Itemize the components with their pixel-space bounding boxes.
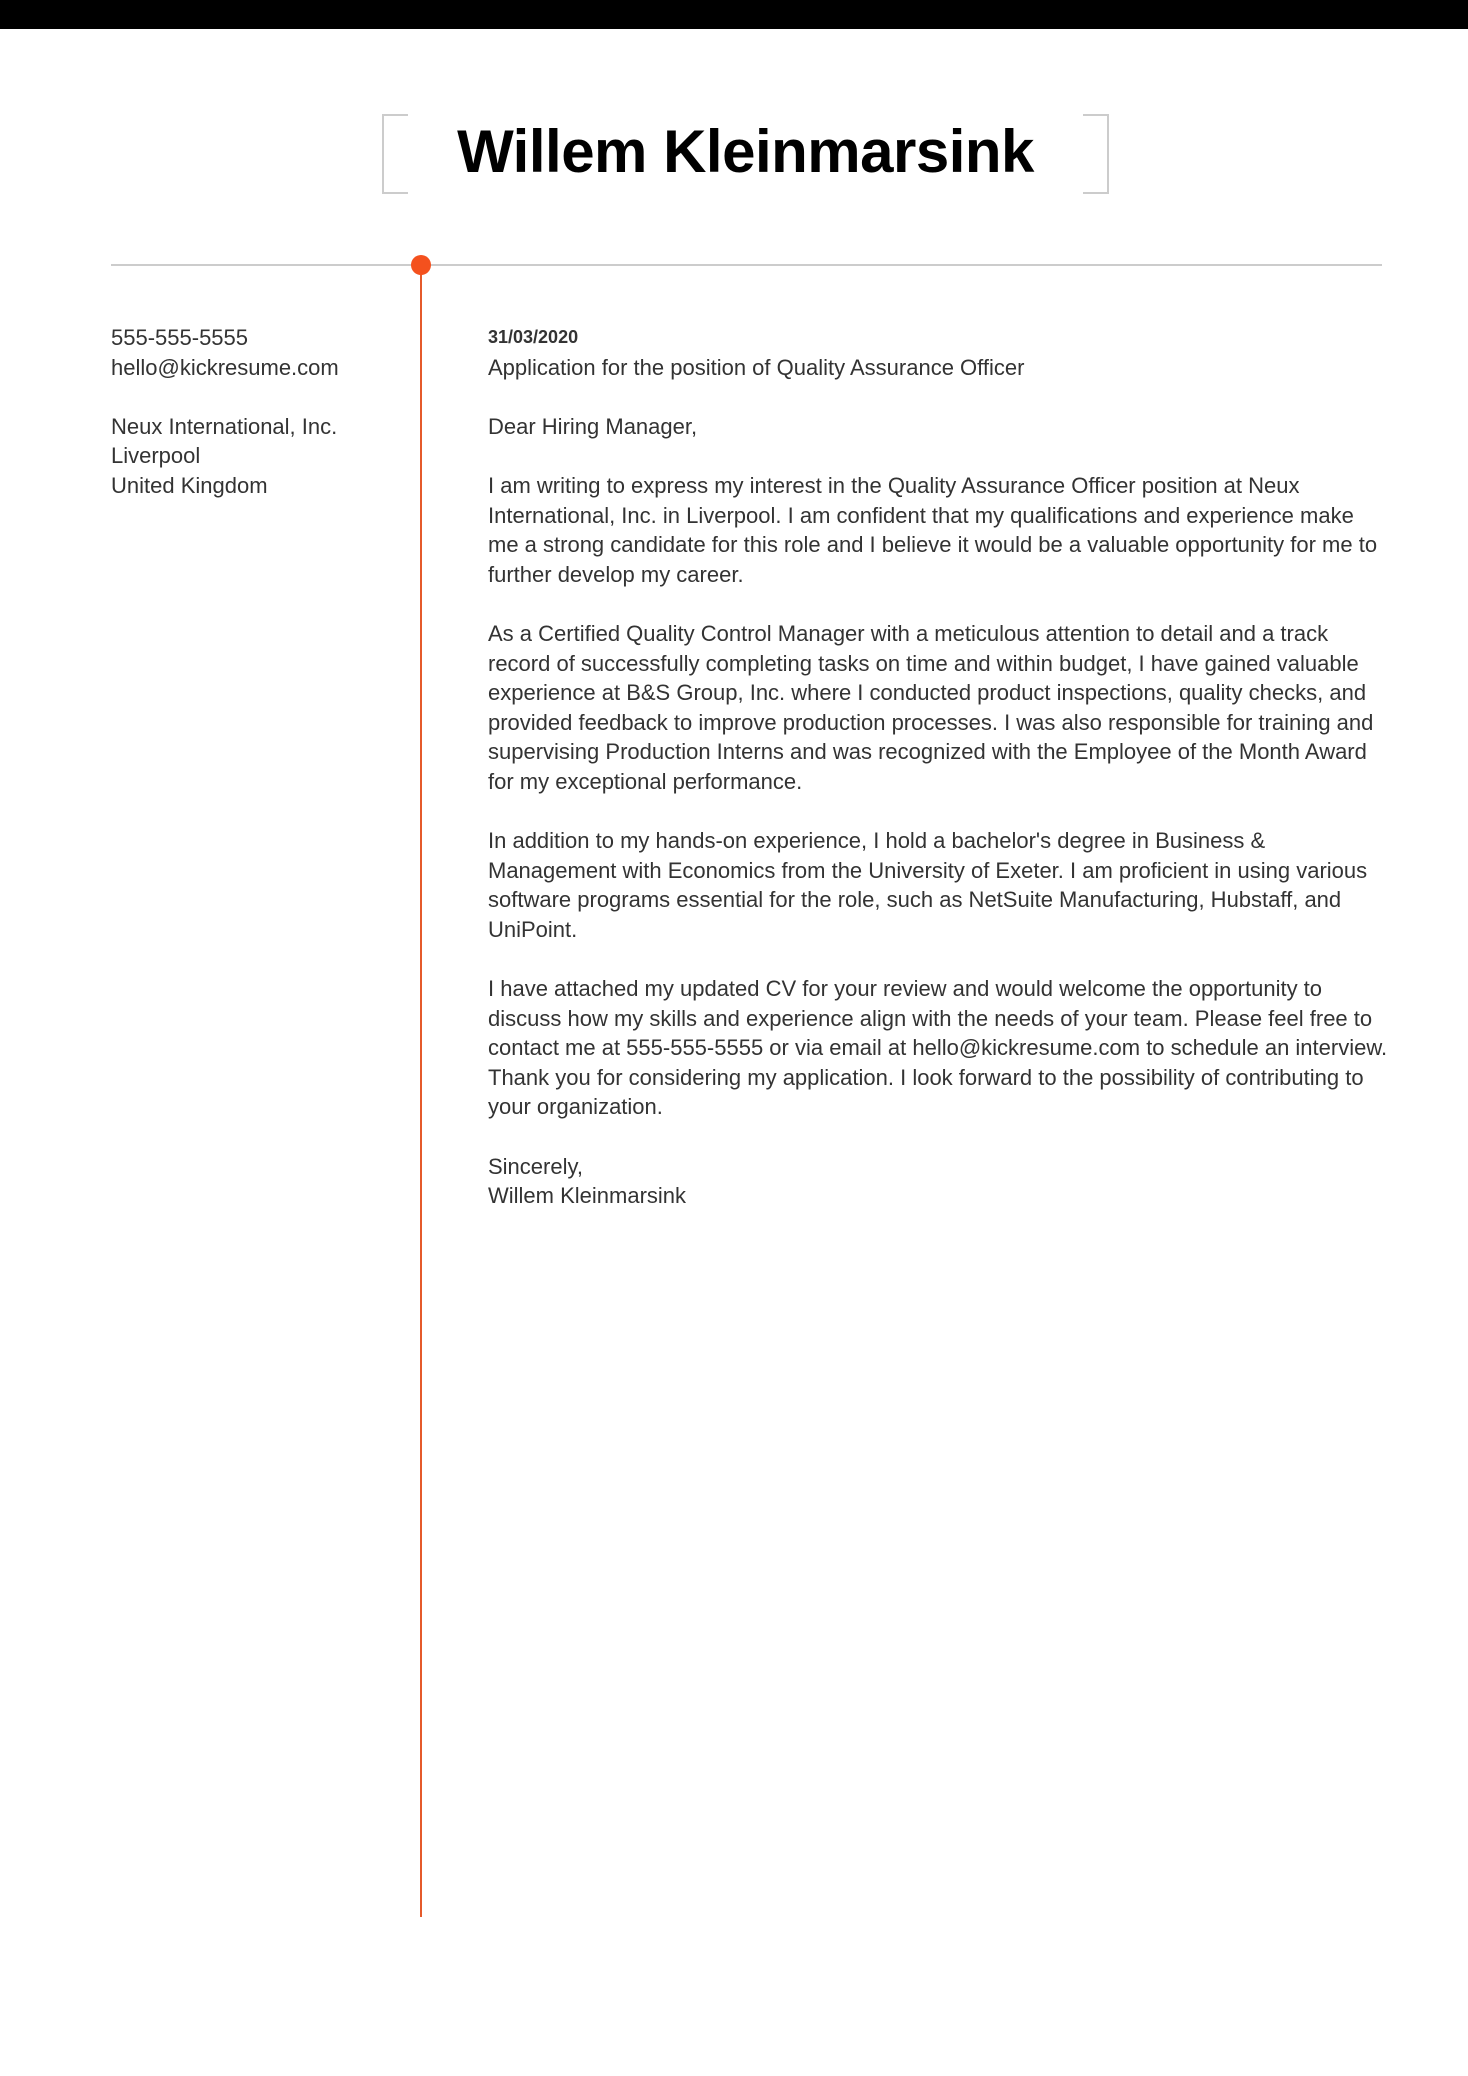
recipient-company: Neux International, Inc.	[111, 413, 338, 439]
letter-subject: Application for the position of Quality Assurance Officer	[488, 354, 1025, 380]
letter-paragraph: I am writing to express my interest in the Quality Assurance Officer position at Neux International, Inc. in Liverpool. I am confident that my qualifications and experience make me a strong candidate for this role and I believe it would be a valuable opportunity for me to further develop my career.	[488, 472, 1378, 587]
letter-signature: Willem Kleinmarsink	[488, 1183, 687, 1209]
recipient-city: Liverpool	[111, 443, 201, 469]
applicant-name-title: Willem Kleinmarsink	[457, 118, 1034, 185]
letter-body	[488, 323, 1388, 1211]
letter-paragraph: As a Certified Quality Control Manager with a meticulous attention to detail and a track record of successfully completing tasks on time and within budget, I have gained valuable experience at B&S Group, Inc. where I conducted product inspections, quality checks, and provided feedback to improve production processes. I was also responsible for training and supervising Production Interns and was recognized with the Employee of the Month Award for my exceptional performance.	[488, 620, 1374, 794]
letter-salutation: Dear Hiring Manager,	[488, 413, 698, 439]
letter-paragraph: I have attached my updated CV for your review and would welcome the opportunity to discuss how my skills and experience align with the needs of your team. Please feel free to contact me at 555-555-5555 or via email at hello@kickresume.com to schedule an interview. Thank you for considering my application. I look forward to the possibility of contributing to your organization.	[488, 976, 1388, 1120]
top-bar	[0, 0, 1468, 29]
timeline-dot-icon	[411, 255, 431, 275]
vertical-timeline-line	[420, 265, 422, 1917]
phone-number: 555-555-5555	[111, 325, 249, 350]
horizontal-divider	[111, 264, 1382, 266]
letter-date: 31/03/2020	[488, 327, 579, 347]
recipient-country: United Kingdom	[111, 472, 268, 498]
email-address: hello@kickresume.com	[111, 354, 339, 380]
letter-paragraph: In addition to my hands-on experience, I hold a bachelor's degree in Business & Management with Economics from the University of Exeter. I am proficient in using various software programs essential for the role, such as NetSuite Manufacturing, Hubstaff, and UniPoint.	[488, 828, 1368, 942]
letter-signature-block	[488, 1152, 1388, 1211]
recipient-block	[111, 412, 401, 501]
sidebar-contact	[111, 323, 401, 530]
letter-closing: Sincerely,	[488, 1153, 583, 1179]
contact-block	[111, 323, 401, 382]
